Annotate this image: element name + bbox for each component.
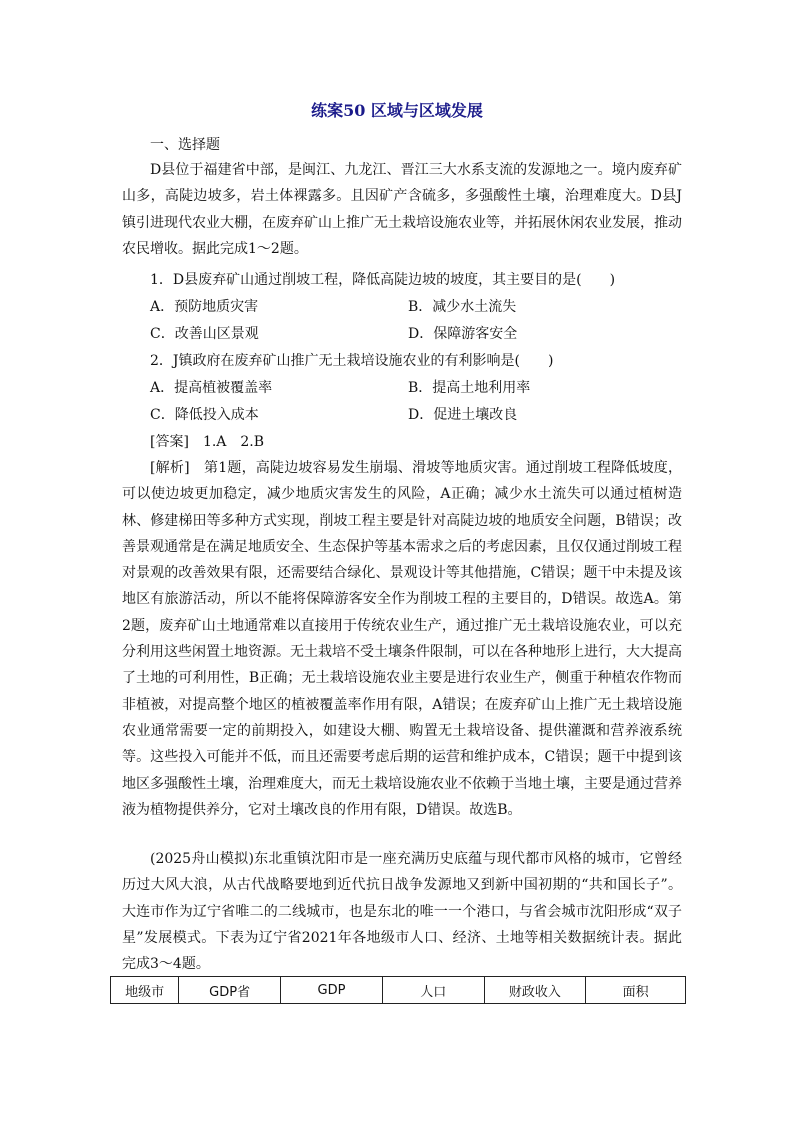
question-1-stem: 1．D县废弃矿山通过削坡工程，降低高陡边坡的坡度，其主要目的是( ) [150, 272, 616, 288]
table-header-cell: 财政收入 [484, 977, 586, 1004]
intro-passage: D县位于福建省中部，是闽江、九龙江、晋江三大水系支流的发源地之一。境内废弃矿山多，高陡边坡多，岩土体裸露多。且因矿产含硫多，多强酸性土壤，治理难度大。D县J镇引进现代农业大棚，在废弃矿山上推广无土栽培设施农业等，并拓展休闲农业发展，推动农民增收。据此完成1～2题。 [122, 162, 682, 257]
table-header-cell: 地级市 [111, 977, 179, 1004]
analysis-paragraph [122, 455, 682, 823]
answer-line [150, 433, 264, 451]
question-1-option-a: A．预防地质灾害 [150, 299, 259, 315]
page-title: 练案50 区域与区域发展 [311, 101, 483, 120]
table-header-row [111, 977, 686, 1004]
question-2-option-a: A．提高植被覆盖率 [150, 380, 273, 396]
table-header-cell: 人口 [382, 977, 484, 1004]
statistics-table [110, 976, 686, 1004]
question-2-option-b: B．提高土地利用率 [408, 380, 531, 396]
question-2-option-c: C．降低投入成本 [150, 407, 259, 423]
question-1-option-d: D．保障游客安全 [408, 326, 518, 342]
analysis-text: 第1题，高陡边坡容易发生崩塌、滑坡等地质灾害。通过削坡工程降低坡度，可以使边坡更加稳定，减少地质灾害发生的风险，A正确；减少水土流失可以通过植树造林、修建梯田等多种方式实现，削坡工程主要是针对高陡边坡的地质安全问题，B错误；改善景观通常是在满足地质安全、生态保护等基本需求之后的考虑因素，且仅仅通过削坡工程对景观的改善效果有限，还需要结合绿化、景观设计等其他措施，C错误；题干中未提及该地区有旅游活动，所以不能将保障游客安全作为削坡工程的主要目的，D错误。故选A。第2题，废弃矿山土地通常难以直接用于传统农业生产，通过推广无土栽培设施农业，可以充分利用这些闲置土地资源。无土栽培不受土壤条件限制，可以在各种地形上进行，大大提高了土地的可利用性，B正确；无土栽培设施农业主要是进行农业生产，侧重于种植农作物而非植被，对提高整个地区的植被覆盖率作用有限，A错误；在废弃矿山上推广无土栽培设施农业通常需要一定的前期投入，如建设大棚、购置无土栽培设备、提供灌溉和营养液系统等。这些投入可能并不低，而且还需要考虑后期的运营和维护成本，C错误；题干中提到该地区多强酸性土壤，治理难度大，而无土栽培设施农业不依赖于当地土壤，主要是通过营养液为植物提供养分，它对土壤改良的作用有限，D错误。故选B。 [122, 460, 683, 818]
table-header-cell: 面积 [586, 977, 686, 1004]
analysis-label: [解析] [150, 460, 190, 476]
answer-text: 1.A 2.B [202, 434, 265, 450]
table-header-cell: GDP省 [179, 977, 281, 1004]
answer-label: [答案] [150, 434, 189, 450]
question-2-stem: 2．J镇政府在废弃矿山推广无土栽培设施农业的有利影响是( ) [150, 353, 554, 369]
passage-2: (2025舟山模拟)东北重镇沈阳市是一座充满历史底蕴与现代都市风格的城市，它曾经历过大风大浪，从古代战略要地到近代抗日战争发源地又到新中国初期的“共和国长子”。大连市作为辽宁省唯二的二线城市，也是东北的唯一一个港口，与省会城市沈阳形成“双子星”发展模式。下表为辽宁省2021年各地级市人口、经济、土地等相关数据统计表。据此完成3～4题。 [122, 851, 682, 973]
section-heading: 一、选择题 [150, 137, 220, 153]
question-2-option-d: D．促进土壤改良 [408, 407, 518, 423]
question-1-option-c: C．改善山区景观 [150, 326, 259, 342]
question-1-option-b: B．减少水土流失 [408, 299, 517, 315]
table-header-cell: GDP [281, 977, 383, 1004]
